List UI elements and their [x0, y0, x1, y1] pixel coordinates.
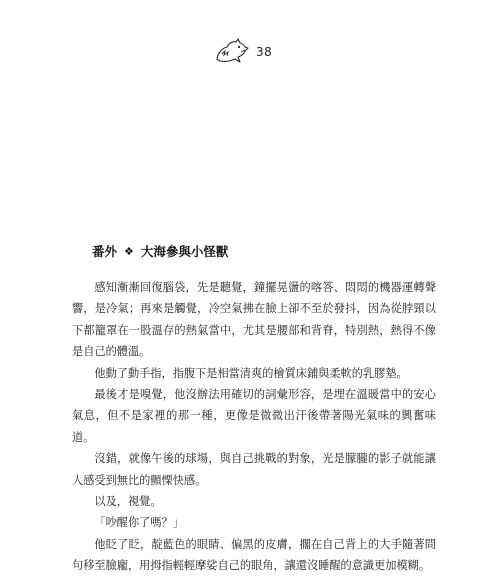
body-text — [72, 277, 436, 577]
paragraph: 感知漸漸回復腦袋，先是聽覺，鐘擺晃盪的喀答、悶悶的機器運轉聲響，是冷氣；再來是觸覺，冷空氣拂在臉上卻不至於發抖，因為從脖頸以下都籠罩在一股溫存的熱氣當中，尤其是腰部和背脊，特別熱，熱得不像是自己的體溫。 — [72, 281, 436, 359]
chapter-separator-icon: ❖ — [124, 244, 134, 258]
chapter-heading — [92, 242, 228, 260]
chapter-label: 番外 — [92, 244, 118, 259]
chapter-title: 大海參與小怪獸 — [140, 244, 229, 259]
paragraph: 沒錯，就像午後的球場，與自己挑戰的對象，光是朦朧的影子就能讓人感受到無比的顫慄快感。 — [72, 452, 436, 487]
paragraph: 以及，視覺。 — [94, 495, 162, 509]
paragraph: 「吵醒你了嗎？」 — [94, 516, 184, 530]
page-number: 38 — [256, 45, 273, 59]
dragon-head-icon — [214, 38, 250, 66]
paragraph: 他動了動手指，指腹下是相當清爽的檜質床鋪與柔軟的乳膠墊。 — [94, 366, 408, 380]
paragraph: 他眨了眨，靛藍色的眼睛、偏黑的皮膚，擱在自己背上的大手隨著問句移至臉龐，用拇指輕輕摩娑自己的眼角，讓還沒睡醒的意識更加模糊。 — [72, 537, 436, 573]
page-header — [214, 38, 272, 66]
paragraph: 最後才是嗅覺，他沒辦法用確切的詞彙形容，是埋在溫暖當中的安心氣息，但不是家裡的那一種，更像是微微出汗後帶著陽光氣味的興奮味道。 — [72, 388, 436, 444]
